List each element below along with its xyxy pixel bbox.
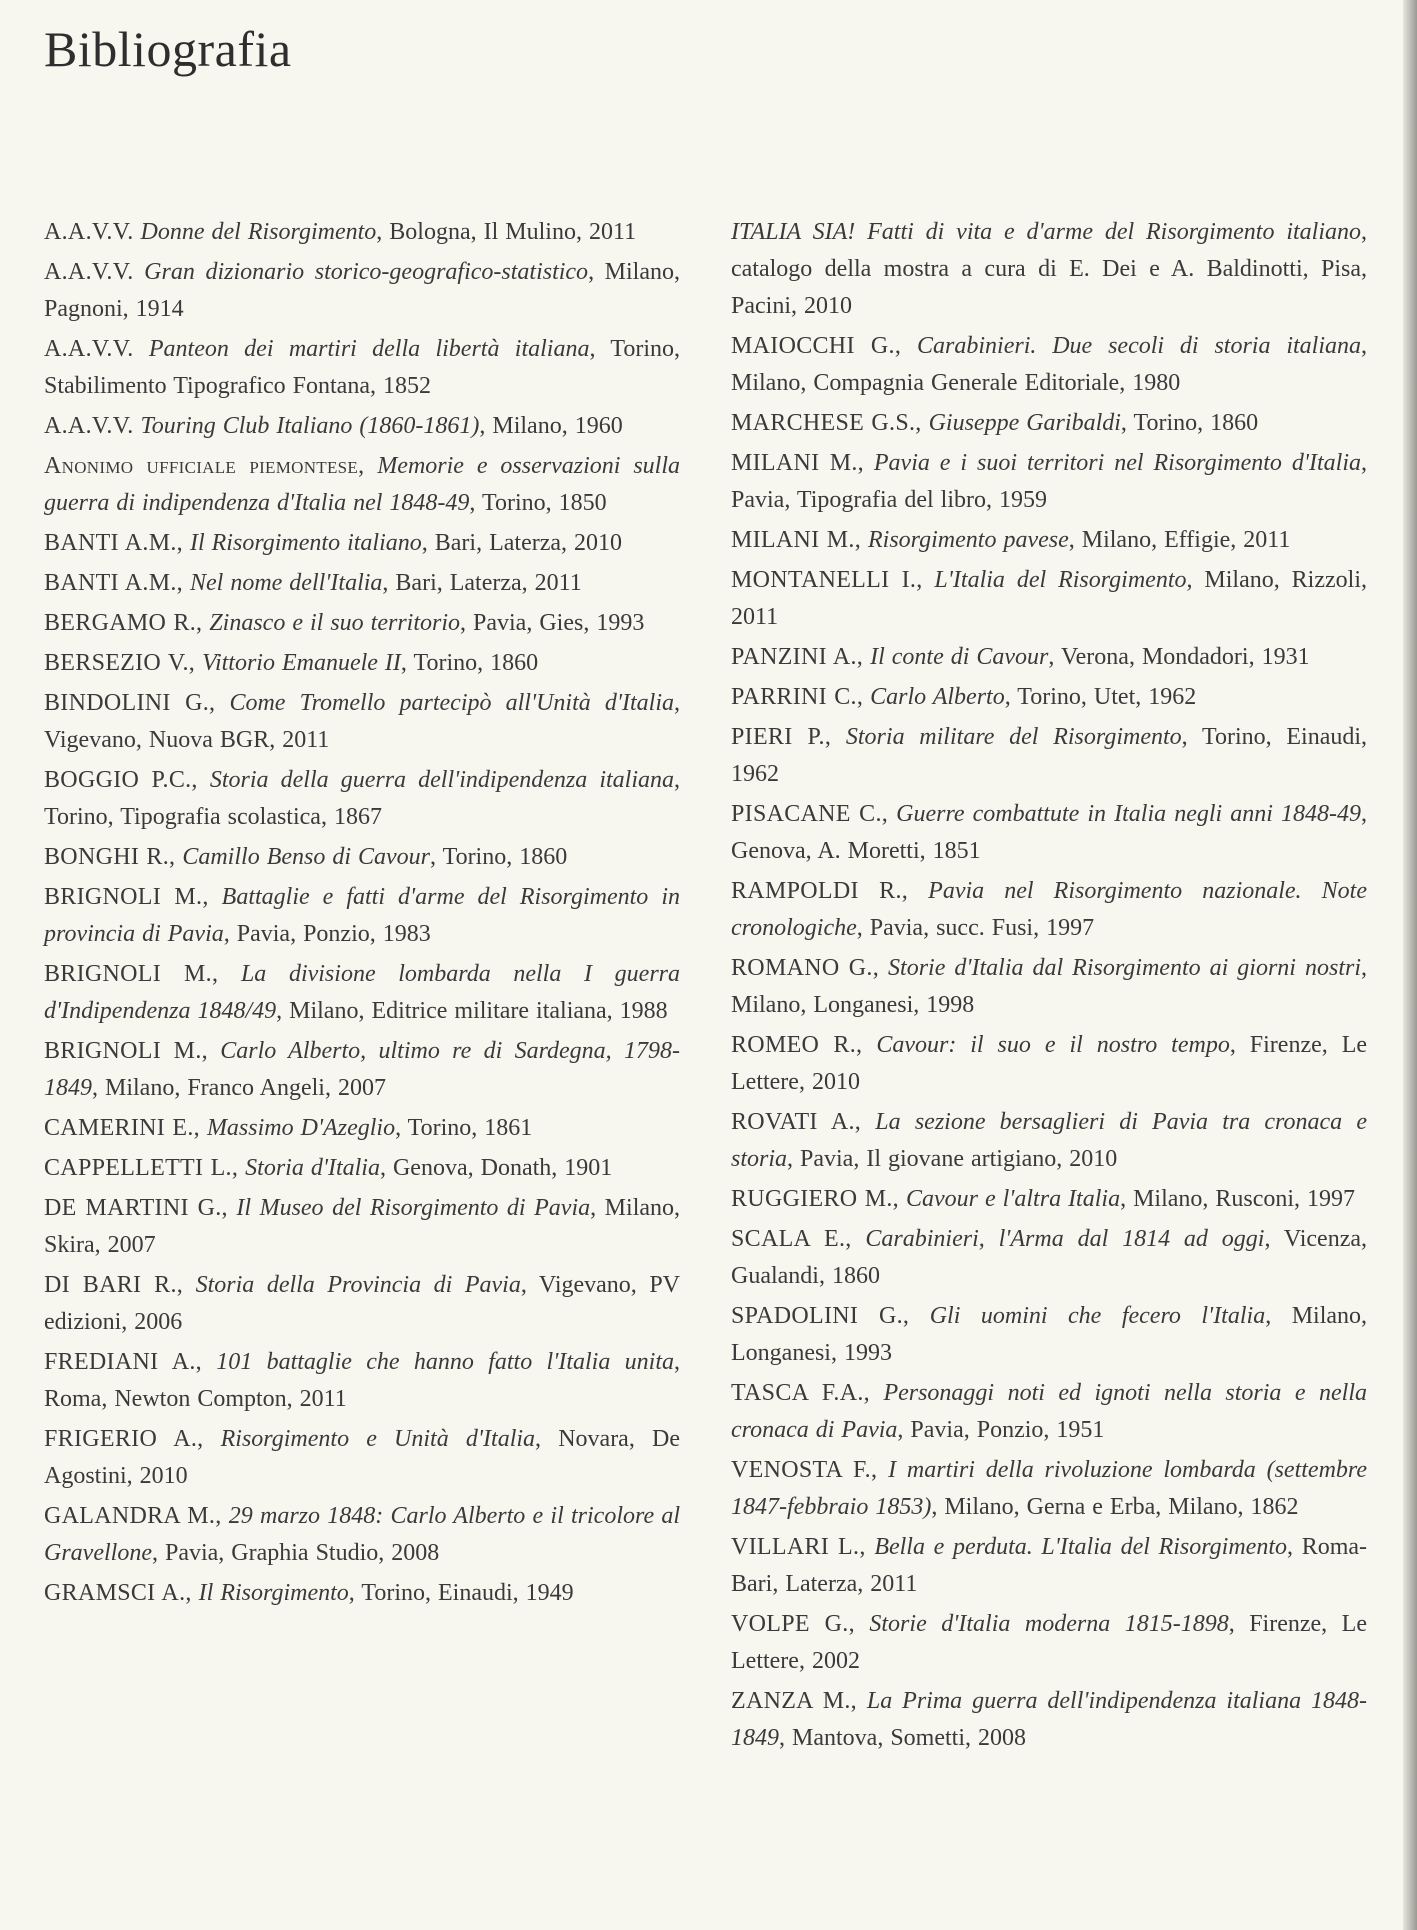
entry-title: Guerre combattute in Italia negli anni 1848-49 xyxy=(896,801,1361,827)
entry-author: RAMPOLDI R., xyxy=(731,878,909,904)
entry-author: GRAMSCI A., xyxy=(44,1580,192,1606)
bibliography-entry xyxy=(44,1498,680,1572)
entry-title: Nel nome dell'Italia xyxy=(189,570,383,596)
bibliography-entry xyxy=(731,950,1367,1024)
entry-author: BANTI A.M., xyxy=(44,570,183,596)
entry-author: SPADOLINI G., xyxy=(731,1303,910,1329)
entry-title: Giuseppe Garibaldi xyxy=(928,410,1121,436)
entry-title: Il Risorgimento italiano xyxy=(189,530,422,556)
entry-publication: , Pavia, Ponzio, 1983 xyxy=(223,921,431,947)
entry-publication: , Bari, Laterza, 2010 xyxy=(421,530,623,556)
entry-author: A.A.V.V. xyxy=(44,259,134,285)
entry-title: Risorgimento pavese xyxy=(868,527,1069,553)
entry-title: Storie d'Italia moderna 1815-1898 xyxy=(869,1611,1229,1637)
bibliography-entry xyxy=(44,214,680,251)
entry-author: GALANDRA M., xyxy=(44,1503,222,1529)
entry-publication: , Milano, Effigie, 2011 xyxy=(1068,527,1291,553)
entry-title: Risorgimento e Unità d'Italia xyxy=(220,1426,536,1452)
entry-title: Vittorio Emanuele II xyxy=(202,650,401,676)
entry-publication: , Torino, 1861 xyxy=(395,1115,533,1141)
entry-publication: , Milano, Longanesi, 1998 xyxy=(731,955,1367,1018)
entry-title: Memorie e osservazioni sulla guerra di indipendenza d'Italia nel 1848-49 xyxy=(44,453,680,516)
entry-title: Gran dizionario storico-geografico-statistico xyxy=(144,259,589,285)
entry-author: ROMANO G., xyxy=(731,955,880,981)
bibliography-entry xyxy=(44,408,680,445)
page-edge-shadow xyxy=(1403,0,1417,1930)
entry-publication: , Torino, Tipografia scolastica, 1867 xyxy=(44,767,681,830)
bibliography-entry xyxy=(731,1298,1367,1372)
entry-publication: , Milano, Rusconi, 1997 xyxy=(1120,1186,1356,1212)
bibliography-entry xyxy=(44,645,680,682)
bibliography-entry xyxy=(731,1375,1367,1449)
bibliography-entry xyxy=(44,331,680,405)
bibliography-entry xyxy=(731,639,1367,676)
bibliography-entry xyxy=(731,1221,1367,1295)
bibliography-entry xyxy=(731,873,1367,947)
bibliography-entry xyxy=(731,1452,1367,1526)
bibliography-entry xyxy=(731,796,1367,870)
entry-author: PIERI P., xyxy=(731,724,832,750)
entry-author: BONGHI R., xyxy=(44,844,176,870)
entry-title: Come Tromello partecipò all'Unità d'Italia xyxy=(229,690,674,716)
entry-publication: , Pavia, Tipografia del libro, 1959 xyxy=(731,450,1368,513)
entry-author: ZANZA M., xyxy=(731,1688,857,1714)
entry-title: Carabinieri. Due secoli di storia italiana xyxy=(917,333,1361,359)
bibliography-entry xyxy=(731,1104,1367,1178)
bibliography-entry xyxy=(44,1267,680,1341)
entry-publication: , Milano, 1960 xyxy=(479,413,623,439)
bibliography-entry xyxy=(44,762,680,836)
entry-title: Gli uomini che fecero l'Italia xyxy=(929,1303,1266,1329)
entry-publication: , Mantova, Sometti, 2008 xyxy=(779,1725,1026,1751)
entry-publication: , Pavia, Gies, 1993 xyxy=(460,610,645,636)
entry-author: FRIGERIO A., xyxy=(44,1426,204,1452)
entry-title: 29 marzo 1848: Carlo Alberto e il tricolore al Gravellone xyxy=(44,1503,681,1566)
entry-author: PISACANE C., xyxy=(731,801,889,827)
entry-author: A.A.V.V. xyxy=(44,336,134,362)
entry-title: Touring Club Italiano (1860-1861) xyxy=(140,413,480,439)
entry-publication: , Milano, Longanesi, 1993 xyxy=(731,1303,1368,1366)
entry-publication: , Pavia, succ. Fusi, 1997 xyxy=(856,915,1095,941)
entry-title: Carabinieri, l'Arma dal 1814 ad oggi xyxy=(865,1226,1265,1252)
entry-publication: , Bologna, Il Mulino, 2011 xyxy=(376,219,637,245)
entry-publication: , Roma, Newton Compton, 2011 xyxy=(44,1349,680,1412)
entry-publication: , Milano, Editrice militare italiana, 1988 xyxy=(276,998,668,1024)
entry-publication: , Milano, Compagnia Generale Editoriale, 1980 xyxy=(731,333,1367,396)
bibliography-entry xyxy=(731,328,1367,402)
entry-title: Zinasco e il suo territorio xyxy=(209,610,461,636)
entry-publication: , Vicenza, Gualandi, 1860 xyxy=(731,1226,1368,1289)
bibliography-entry xyxy=(44,1421,680,1495)
bibliography-entry xyxy=(44,254,680,328)
entry-title: Cavour e l'altra Italia xyxy=(905,1186,1121,1212)
entry-title: La sezione bersaglieri di Pavia tra cronaca e storia xyxy=(731,1109,1367,1172)
entry-title: ITALIA SIA! Fatti di vita e d'arme del Risorgimento italiano xyxy=(731,219,1361,245)
entry-publication: , Torino, 1860 xyxy=(430,844,568,870)
entry-publication: , Firenze, Le Lettere, 2010 xyxy=(731,1032,1368,1095)
bibliography-entry xyxy=(44,1110,680,1147)
entry-author: BRIGNOLI M., xyxy=(44,884,209,910)
entry-title: Camillo Benso di Cavour xyxy=(182,844,431,870)
entry-author: BOGGIO P.C., xyxy=(44,767,198,793)
entry-publication: , Torino, Einaudi, 1962 xyxy=(731,724,1368,787)
entry-title: 101 battaglie che hanno fatto l'Italia unita xyxy=(216,1349,674,1375)
entry-publication: , Pavia, Ponzio, 1951 xyxy=(897,1417,1105,1443)
bibliography-entry xyxy=(731,719,1367,793)
entry-title: La divisione lombarda nella I guerra d'Indipendenza 1848/49 xyxy=(44,961,680,1024)
entry-author: PARRINI C., xyxy=(731,684,864,710)
bibliography-entry xyxy=(44,1575,680,1612)
entry-title: L'Italia del Risorgimento xyxy=(934,567,1187,593)
entry-author: CAMERINI E., xyxy=(44,1115,200,1141)
entry-title: La Prima guerra dell'indipendenza italiana 1848-1849 xyxy=(731,1688,1367,1751)
entry-title: Carlo Alberto, ultimo re di Sardegna, 1798-1849 xyxy=(44,1038,680,1101)
entry-title: Panteon dei martiri della libertà italiana xyxy=(148,336,590,362)
entry-author: CAPPELLETTI L., xyxy=(44,1155,239,1181)
entry-title: Storia della guerra dell'indipendenza italiana xyxy=(209,767,675,793)
entry-author: BANTI A.M., xyxy=(44,530,183,556)
bibliography-entry xyxy=(44,1344,680,1418)
bibliography-entry xyxy=(731,445,1367,519)
entry-author: TASCA F.A., xyxy=(731,1380,870,1406)
bibliography-entry xyxy=(44,1033,680,1107)
entry-title: Donne del Risorgimento xyxy=(140,219,377,245)
entry-title: Storia d'Italia xyxy=(245,1155,380,1181)
entry-author: MILANI M., xyxy=(731,527,861,553)
entry-author: SCALA E., xyxy=(731,1226,852,1252)
entry-title: I martiri della rivoluzione lombarda (settembre 1847-febbraio 1853) xyxy=(731,1457,1368,1520)
entry-title: Pavia nel Risorgimento nazionale. Note cronologiche xyxy=(731,878,1367,941)
entry-publication: , Torino, Stabilimento Tipografico Fontana, 1852 xyxy=(44,336,681,399)
entry-publication: , Torino, 1860 xyxy=(1120,410,1259,436)
entry-author: MONTANELLI I., xyxy=(731,567,923,593)
entry-title: Il conte di Cavour xyxy=(870,644,1049,670)
bibliography-entry xyxy=(731,405,1367,442)
entry-author: BERGAMO R., xyxy=(44,610,203,636)
entry-author: RUGGIERO M., xyxy=(731,1186,899,1212)
bibliography-entry xyxy=(731,214,1367,325)
bibliography-entry xyxy=(44,605,680,642)
entry-publication: , Pavia, Graphia Studio, 2008 xyxy=(151,1540,440,1566)
entry-author: BRIGNOLI M., xyxy=(44,1038,208,1064)
entry-publication: , Vigevano, Nuova BGR, 2011 xyxy=(44,690,680,753)
entry-publication: , Vigevano, PV edizioni, 2006 xyxy=(44,1272,681,1335)
bibliography-entry xyxy=(44,956,680,1030)
entry-title: Bella e perduta. L'Italia del Risorgimento xyxy=(874,1534,1288,1560)
entry-title: Battaglie e fatti d'arme del Risorgimento in provincia di Pavia xyxy=(44,884,680,947)
bibliography-entry xyxy=(731,1606,1367,1680)
bibliography-entry xyxy=(44,1150,680,1187)
entry-publication: , Milano, Franco Angeli, 2007 xyxy=(92,1075,386,1101)
entry-title: Storia della Provincia di Pavia xyxy=(195,1272,521,1298)
entry-author: ROVATI A., xyxy=(731,1109,862,1135)
entry-author: A.A.V.V. xyxy=(44,219,134,245)
page-title: Bibliografia xyxy=(44,21,292,77)
bibliography-entry xyxy=(731,522,1367,559)
entry-publication: , catalogo della mostra a cura di E. Dei e A. Baldinotti, Pisa, Pacini, 2010 xyxy=(731,219,1367,319)
entry-publication: , Pavia, Il giovane artigiano, 2010 xyxy=(787,1146,1118,1172)
entry-publication: , Milano, Pagnoni, 1914 xyxy=(44,259,681,322)
entry-author: BINDOLINI G., xyxy=(44,690,216,716)
entry-publication: , Milano, Skira, 2007 xyxy=(44,1195,681,1258)
entry-publication: , Firenze, Le Lettere, 2002 xyxy=(731,1611,1367,1674)
bibliography-entry xyxy=(731,1181,1367,1218)
bibliography-entry xyxy=(44,685,680,759)
entry-title: Il Museo del Risorgimento di Pavia xyxy=(236,1195,591,1221)
entry-author: A.A.V.V. xyxy=(44,413,134,439)
entry-author: ROMEO R., xyxy=(731,1032,863,1058)
entry-publication: , Roma-Bari, Laterza, 2011 xyxy=(731,1534,1368,1597)
bibliography-entry xyxy=(731,1683,1367,1757)
entry-title: Cavour: il suo e il nostro tempo xyxy=(876,1032,1230,1058)
bibliography-entry xyxy=(44,525,680,562)
entry-title: Il Risorgimento xyxy=(198,1580,349,1606)
bibliography-entry xyxy=(44,448,680,522)
entry-author: FREDIANI A., xyxy=(44,1349,202,1375)
entry-author: MAIOCCHI G., xyxy=(731,333,902,359)
bibliography-entry xyxy=(44,1190,680,1264)
entry-publication: , Verona, Mondadori, 1931 xyxy=(1048,644,1310,670)
entry-author: VILLARI L., xyxy=(731,1534,866,1560)
entry-author: PANZINI A., xyxy=(731,644,864,670)
entry-author: MILANI M., xyxy=(731,450,864,476)
entry-title: Carlo Alberto xyxy=(870,684,1005,710)
entry-publication: , Torino, 1860 xyxy=(400,650,539,676)
entry-publication: , Genova, Donath, 1901 xyxy=(379,1155,613,1181)
bibliography-column-left xyxy=(44,214,680,1615)
bibliography-entry xyxy=(44,565,680,602)
entry-publication: , Milano, Gerna e Erba, Milano, 1862 xyxy=(931,1494,1299,1520)
entry-publication: , Novara, De Agostini, 2010 xyxy=(44,1426,680,1489)
bibliography-column-right xyxy=(731,214,1367,1760)
entry-publication: , Torino, 1850 xyxy=(469,490,607,516)
entry-author: MARCHESE G.S., xyxy=(731,410,922,436)
entry-author: DI BARI R., xyxy=(44,1272,184,1298)
entry-author: DE MARTINI G., xyxy=(44,1195,228,1221)
entry-publication: , Milano, Rizzoli, 2011 xyxy=(731,567,1367,630)
entry-publication: , Bari, Laterza, 2011 xyxy=(382,570,582,596)
entry-title: Storie d'Italia dal Risorgimento ai giorni nostri xyxy=(888,955,1361,981)
entry-title: Pavia e i suoi territori nel Risorgimento d'Italia xyxy=(873,450,1362,476)
entry-author: VENOSTA F., xyxy=(731,1457,878,1483)
bibliography-entry xyxy=(731,1027,1367,1101)
entry-publication: , Torino, Utet, 1962 xyxy=(1004,684,1197,710)
entry-author: VOLPE G., xyxy=(731,1611,855,1637)
entry-author: Anonimo ufficiale piemontese, xyxy=(44,453,365,479)
bibliography-entry xyxy=(731,562,1367,636)
entry-publication: , Torino, Einaudi, 1949 xyxy=(348,1580,574,1606)
entry-author: BERSEZIO V., xyxy=(44,650,196,676)
bibliography-entry xyxy=(44,839,680,876)
entry-title: Storia militare del Risorgimento xyxy=(845,724,1182,750)
bibliography-entry xyxy=(44,879,680,953)
entry-author: BRIGNOLI M., xyxy=(44,961,219,987)
entry-title: Massimo D'Azeglio xyxy=(206,1115,396,1141)
bibliography-entry xyxy=(731,679,1367,716)
entry-title: Personaggi noti ed ignoti nella storia e nella cronaca di Pavia xyxy=(731,1380,1368,1443)
entry-publication: , Genova, A. Moretti, 1851 xyxy=(731,801,1367,864)
bibliography-entry xyxy=(731,1529,1367,1603)
